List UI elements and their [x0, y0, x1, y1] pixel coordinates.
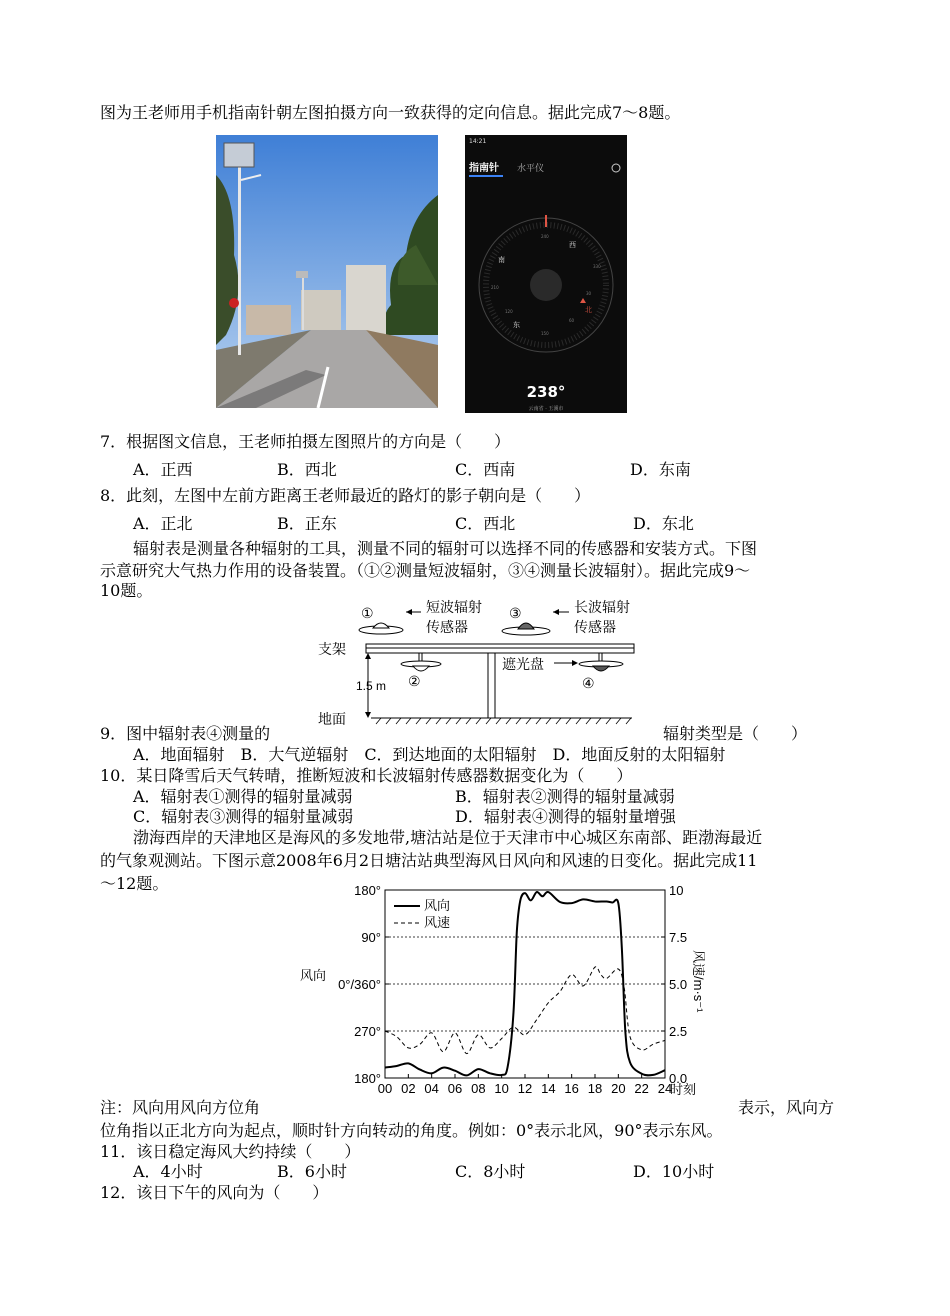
note-line1-a: 注：风向用风向方位角	[100, 1098, 261, 1117]
q10-stem: 10．某日降雪后天气转晴，推断短波和长波辐射传感器数据变化为（ ）	[100, 766, 633, 785]
location-text: 云南省 · 玉溪市	[528, 406, 564, 412]
stand-label: 支架	[318, 641, 346, 657]
right-tick-label: 5.0	[669, 977, 688, 992]
x-axis-ticks	[378, 1074, 672, 1096]
legend-speed: 风速	[424, 915, 451, 930]
q9-options[interactable]: A．地面辐射 B．大气逆辐射 C．到达地面的太阳辐射 D．地面反射的太阳辐射	[133, 745, 726, 764]
dir-north: 北	[585, 306, 592, 314]
q12-stem: 12．该日下午的风向为（ ）	[100, 1183, 329, 1202]
x-axis-label: 时刻	[670, 1082, 697, 1097]
q11-option-c[interactable]: C．8小时	[455, 1162, 526, 1181]
intro-11-12-line1: 渤海西岸的天津地区是海风的多发地带,塘沽站是位于天津市中心城区东南部、距渤海最近	[133, 828, 763, 847]
dir-east: 东	[513, 321, 520, 329]
q8-option-d[interactable]: D．东北	[633, 514, 694, 533]
tab-compass-underline	[469, 175, 503, 177]
x-tick-label: 04	[424, 1081, 439, 1096]
x-tick-label: 16	[564, 1081, 579, 1096]
sensor-4-dome	[593, 666, 609, 671]
note-line1-b: 表示，风向方	[738, 1098, 835, 1117]
q7-option-c[interactable]: C．西南	[455, 460, 516, 479]
left-tick-label: 0°/360°	[338, 977, 381, 992]
legend-direction: 风向	[424, 898, 451, 913]
tick-150: 150	[541, 331, 549, 336]
circle-4-label: ④	[582, 675, 595, 691]
wind-chart	[298, 880, 718, 1100]
x-tick-label: 20	[611, 1081, 626, 1096]
dir-south: 南	[498, 256, 505, 264]
compass-center	[530, 269, 562, 301]
intro-9-10-line2: 示意研究大气热力作用的设备装置。（①②测量短波辐射，③④测量长波辐射）。据此完成9～	[100, 561, 751, 580]
q10-option-b[interactable]: B．辐射表②测得的辐射量减弱	[455, 787, 675, 806]
q11-option-a[interactable]: A．4小时	[133, 1162, 203, 1181]
q7-option-d[interactable]: D．东南	[630, 460, 691, 479]
dir-west: 西	[569, 241, 576, 249]
tick-240: 240	[541, 234, 549, 239]
street-photo	[216, 135, 438, 408]
tab-level: 水平仪	[517, 164, 545, 174]
x-tick-label: 10	[494, 1081, 509, 1096]
tick-120: 120	[505, 309, 513, 314]
right-tick-label: 2.5	[669, 1024, 688, 1039]
radiation-sensor-diagram	[316, 598, 646, 728]
left-axis-label: 风向	[300, 968, 327, 983]
q10-option-d[interactable]: D．辐射表④测得的辐射量增强	[455, 807, 676, 826]
tick-60: 60	[569, 318, 575, 323]
q8-option-c[interactable]: C．西北	[455, 514, 516, 533]
left-tick-label: 270°	[354, 1024, 381, 1039]
longwave-label-2: 传感器	[574, 619, 616, 635]
compass-screenshot	[465, 135, 627, 413]
x-tick-label: 08	[471, 1081, 486, 1096]
left-tick-label: 180°	[354, 1071, 381, 1086]
intro-7-8: 图为王老师用手机指南针朝左图拍摄方向一致获得的定向信息。据此完成7～8题。	[100, 103, 681, 122]
tick-210: 210	[491, 285, 499, 290]
right-tick-label: 0.0	[669, 1071, 688, 1086]
intro-11-12-line3: ～12题。	[100, 874, 169, 893]
q7-option-a[interactable]: A．正西	[133, 460, 193, 479]
longwave-label-1: 长波辐射	[574, 599, 630, 615]
circle-2-label: ②	[408, 673, 421, 689]
left-axis-ticks	[338, 883, 389, 1086]
ground-hatch	[376, 718, 631, 724]
x-tick-label: 14	[541, 1081, 556, 1096]
left-tick-label: 180°	[354, 883, 381, 898]
height-label: 1.5 m	[356, 679, 387, 693]
sensor-3-dome	[518, 623, 534, 629]
x-tick-label: 18	[587, 1081, 603, 1096]
status-time: 14:21	[469, 138, 487, 145]
tick-330: 330	[593, 264, 601, 269]
x-tick-label: 22	[634, 1081, 649, 1096]
q11-stem: 11．该日稳定海风大约持续（ ）	[100, 1142, 361, 1161]
ground-label: 地面	[318, 711, 346, 727]
tab-compass: 指南针	[469, 163, 499, 174]
q9-stem-a: 9．图中辐射表④测量的	[100, 724, 271, 743]
intro-9-10-line1: 辐射表是测量各种辐射的工具，测量不同的辐射可以选择不同的传感器和安装方式。下图	[133, 539, 758, 558]
x-tick-label: 02	[401, 1081, 416, 1096]
q10-option-a[interactable]: A．辐射表①测得的辐射量减弱	[133, 787, 353, 806]
intro-11-12-line2: 的气象观测站。下图示意2008年6月2日塘沽站典型海风日风向和风速的日变化。据此完成11	[100, 851, 758, 870]
q10-option-c[interactable]: C．辐射表③测得的辐射量减弱	[133, 807, 354, 826]
q11-option-b[interactable]: B．6小时	[277, 1162, 347, 1181]
right-tick-label: 10	[669, 883, 684, 898]
sensor-1-dome	[373, 623, 389, 628]
x-tick-label: 12	[517, 1081, 533, 1096]
right-axis-label: 风速/m·s⁻¹	[691, 950, 706, 1013]
note-line2: 位角指以正北方向为起点，顺时针方向转动的角度。例如：0°表示北风，90°表示东风。	[100, 1121, 723, 1140]
q11-option-d[interactable]: D．10小时	[633, 1162, 715, 1181]
right-tick-label: 7.5	[669, 930, 688, 945]
q9-stem-b: 辐射类型是（ ）	[663, 724, 808, 743]
q8-option-a[interactable]: A．正北	[133, 514, 193, 533]
shortwave-label-1: 短波辐射	[426, 599, 482, 615]
shortwave-label-2: 传感器	[426, 619, 468, 635]
q7-stem: 7．根据图文信息，王老师拍摄左图照片的方向是（ ）	[100, 432, 511, 451]
circle-1-label: ①	[361, 605, 374, 621]
shade-label: 遮光盘	[502, 656, 544, 672]
circle-3-label: ③	[509, 605, 522, 621]
x-tick-label: 06	[447, 1081, 463, 1096]
x-tick-label: 24	[657, 1081, 673, 1096]
intro-9-10-line3: 10题。	[100, 581, 153, 600]
q8-option-b[interactable]: B．正东	[277, 514, 337, 533]
tick-30: 30	[586, 291, 592, 296]
q8-stem: 8．此刻，左图中左前方距离王老师最近的路灯的影子朝向是（ ）	[100, 486, 591, 505]
x-tick-label: 00	[377, 1081, 393, 1096]
left-tick-label: 90°	[361, 930, 381, 945]
heading-reading: 238°	[526, 383, 566, 401]
sensor-2-dome	[413, 666, 429, 671]
q7-option-b[interactable]: B．西北	[277, 460, 337, 479]
